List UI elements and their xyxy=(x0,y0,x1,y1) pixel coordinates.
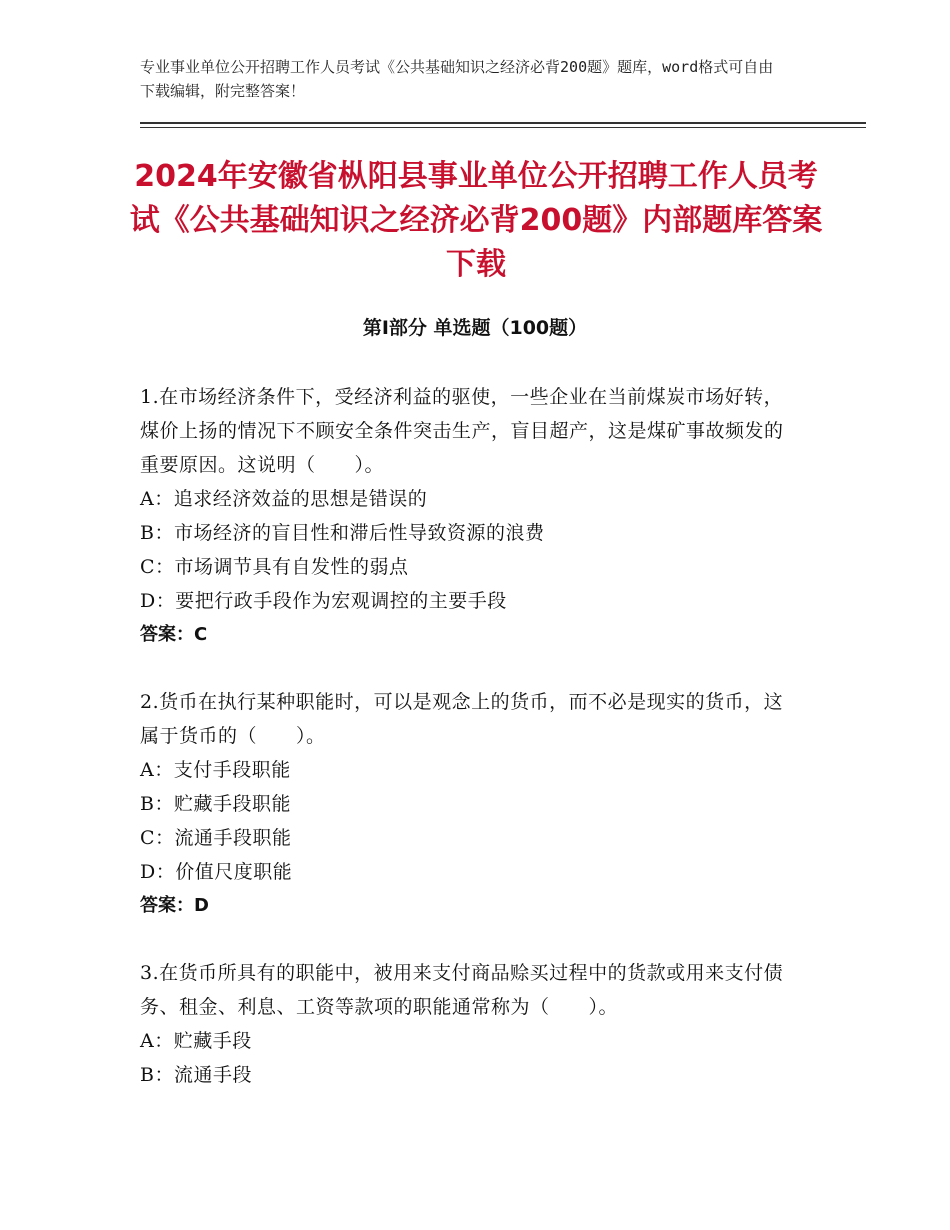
option-a: A：追求经济效益的思想是错误的 xyxy=(140,488,428,510)
answer-label: 答案：D xyxy=(140,895,209,916)
answer-label: 答案：C xyxy=(140,624,208,645)
header-divider-thin xyxy=(140,127,866,128)
question-stem: 1.在市场经济条件下，受经济利益的驱使，一些企业在当前煤炭市场好转，煤价上扬的情况下不顾安全条件突击生产，盲目超产，这是煤矿事故频发的重要原因。这说明（ ）。 xyxy=(140,386,784,476)
option-b: B：市场经济的盲目性和滞后性导致资源的浪费 xyxy=(140,522,545,544)
option-b: B：流通手段 xyxy=(140,1064,252,1086)
question-stem: 3.在货币所具有的职能中，被用来支付商品赊买过程中的货款或用来支付债务、租金、利息、工资等款项的职能通常称为（ ）。 xyxy=(140,962,784,1018)
option-d: D：要把行政手段作为宏观调控的主要手段 xyxy=(140,590,507,612)
header-divider-thick xyxy=(140,122,866,124)
section-title: 第Ⅰ部分 单选题（100题） xyxy=(362,317,588,339)
question-list xyxy=(140,380,800,1125)
option-c: C：市场调节具有自发性的弱点 xyxy=(140,556,409,578)
header-note: 专业事业单位公开招聘工作人员考试《公共基础知识之经济必背200题》题库，word格式可自由下载编辑，附完整答案！ xyxy=(140,58,774,100)
option-c: C：流通手段职能 xyxy=(140,827,292,849)
document-title: 2024年安徽省枞阳县事业单位公开招聘工作人员考试《公共基础知识之经济必背200题》内部题库答案下载 xyxy=(129,159,823,282)
option-b: B：贮藏手段职能 xyxy=(140,793,291,815)
question-stem: 2.货币在执行某种职能时，可以是观念上的货币，而不必是现实的货币，这属于货币的（ ）。 xyxy=(140,691,784,747)
question-2 xyxy=(140,685,800,923)
option-a: A：贮藏手段 xyxy=(140,1030,252,1052)
question-1 xyxy=(140,380,800,652)
option-d: D：价值尺度职能 xyxy=(140,861,293,883)
option-a: A：支付手段职能 xyxy=(140,759,291,781)
question-3 xyxy=(140,956,800,1092)
